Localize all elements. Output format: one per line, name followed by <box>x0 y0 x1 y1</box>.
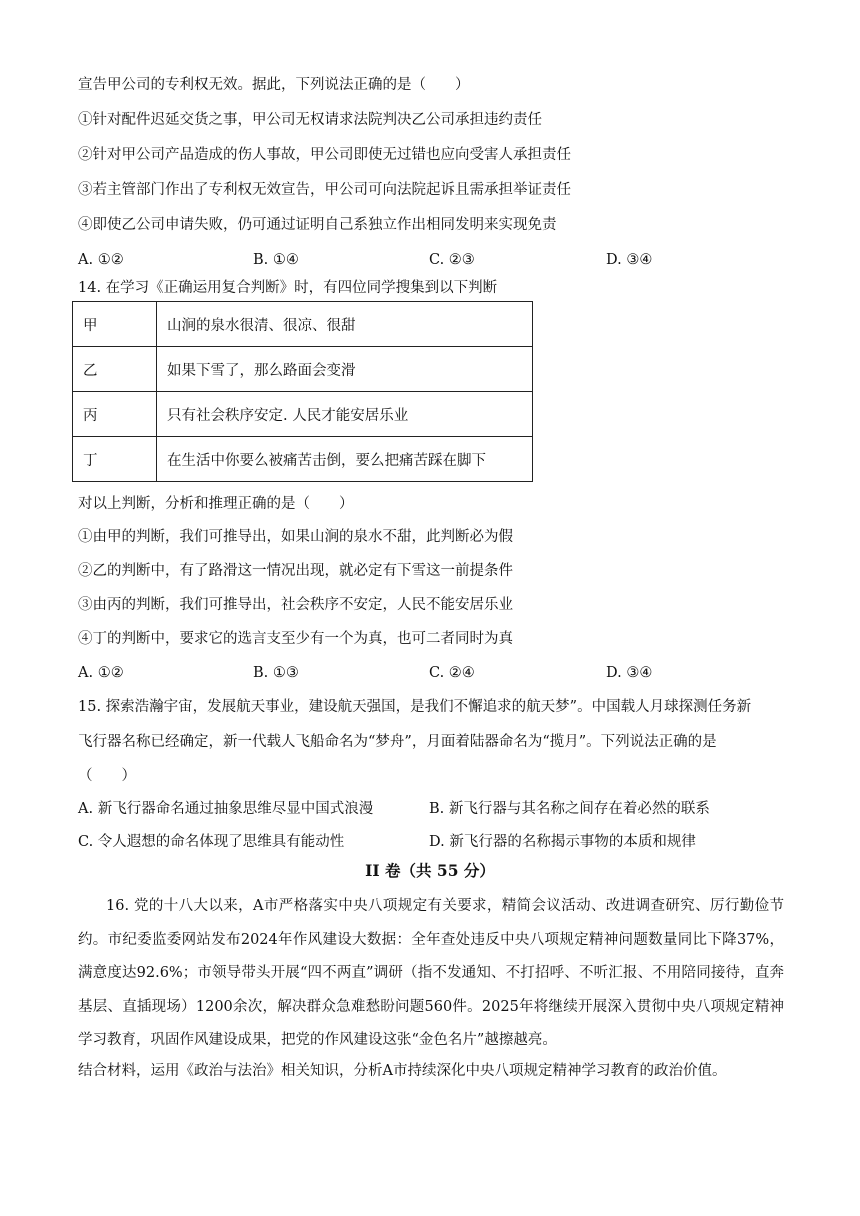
q14-question: 对以上判断，分析和推理正确的是（ ） <box>78 496 354 512</box>
q13-option-d: D. ③④ <box>606 252 653 268</box>
q13-item-1: ①针对配件迟延交货之事，甲公司无权请求法院判决乙公司承担违约责任 <box>78 112 542 128</box>
q14-option-b: B. ①③ <box>253 665 299 681</box>
q14-option-d: D. ③④ <box>606 665 653 681</box>
table-key: 丙 <box>73 392 157 437</box>
q14-item-1: ①由甲的判断，我们可推导出，如果山涧的泉水不甜，此判断必为假 <box>78 529 513 545</box>
table-key: 丁 <box>73 437 157 482</box>
q16-question: 结合材料，运用《政治与法治》相关知识，分析A市持续深化中央八项规定精神学习教育的政治价值。 <box>78 1063 727 1079</box>
q13-item-2: ②针对甲公司产品造成的伤人事故，甲公司即使无过错也应向受害人承担责任 <box>78 147 571 163</box>
q15-option-d: D. 新飞行器的名称揭示事物的本质和规律 <box>429 834 696 850</box>
q13-option-b: B. ①④ <box>253 252 299 268</box>
q15-option-b: B. 新飞行器与其名称之间存在着必然的联系 <box>429 801 710 817</box>
section-title: II 卷（共 55 分） <box>365 861 495 880</box>
q15-option-a: A. 新飞行器命名通过抽象思维尽显中国式浪漫 <box>78 801 374 817</box>
q16-paragraph: 16. 党的十八大以来，A市严格落实中央八项规定有关要求，精简会议活动、改进调查研究、厉行勤俭节约。市纪委监委网站发布2024年作风建设大数据：全年查处违反中央八项规定精神问题数量同比下降37%，满意度达92.6%；市领导带头开展“四不两直”调研（指不发通知、不打招呼、不听汇报、不用陪同接待，直奔基层、直插现场）1200余次，解决群众急难愁盼问题560件。2025年将继续开展深入贯彻中央八项规定精神学习教育，巩固作风建设成果，把党的作风建设这张“金色名片”越擦越亮。 <box>78 898 784 1048</box>
q14-item-2: ②乙的判断中，有了路滑这一情况出现，就必定有下雪这一前提条件 <box>78 563 513 579</box>
table-value: 如果下雪了，那么路面会变滑 <box>157 347 533 392</box>
table-key: 甲 <box>73 302 157 347</box>
q15-option-c: C. 令人遐想的命名体现了思维具有能动性 <box>78 834 345 850</box>
q13-item-3: ③若主管部门作出了专利权无效宣告，甲公司可向法院起诉且需承担举证责任 <box>78 182 571 198</box>
table-row <box>73 347 533 392</box>
q13-stem-end: 宣告甲公司的专利权无效。据此，下列说法正确的是（ ） <box>78 77 470 93</box>
table-value: 在生活中你要么被痛苦击倒，要么把痛苦踩在脚下 <box>157 437 533 482</box>
table-value: 山涧的泉水很清、很凉、很甜 <box>157 302 533 347</box>
q15-stem-line-1: 15. 探索浩瀚宇宙，发展航天事业，建设航天强国，是我们不懈追求的航天梦”。中国载人月球探测任务新 <box>78 699 752 715</box>
q13-item-4: ④即使乙公司申请失败，仍可通过证明自己系独立作出相同发明来实现免责 <box>78 217 557 233</box>
table-value: 只有社会秩序安定. 人民才能安居乐业 <box>157 392 533 437</box>
judgment-table <box>72 301 533 482</box>
table-row <box>73 437 533 482</box>
q14-option-c: C. ②④ <box>429 665 475 681</box>
q13-option-a: A. ①② <box>78 252 124 268</box>
q14-stem: 14. 在学习《正确运用复合判断》时，有四位同学搜集到以下判断 <box>78 280 498 296</box>
q15-stem-line-2: 飞行器名称已经确定，新一代载人飞船命名为“梦舟”，月面着陆器命名为“揽月”。下列说法正确的是 <box>78 734 717 750</box>
q14-item-4: ④丁的判断中，要求它的选言支至少有一个为真，也可二者同时为真 <box>78 631 513 647</box>
table-key: 乙 <box>73 347 157 392</box>
q15-stem-line-3: （ ） <box>78 768 136 784</box>
table-row <box>73 392 533 437</box>
q14-option-a: A. ①② <box>78 665 124 681</box>
q14-item-3: ③由丙的判断，我们可推导出，社会秩序不安定，人民不能安居乐业 <box>78 597 513 613</box>
q13-option-c: C. ②③ <box>429 252 475 268</box>
table-row <box>73 302 533 347</box>
